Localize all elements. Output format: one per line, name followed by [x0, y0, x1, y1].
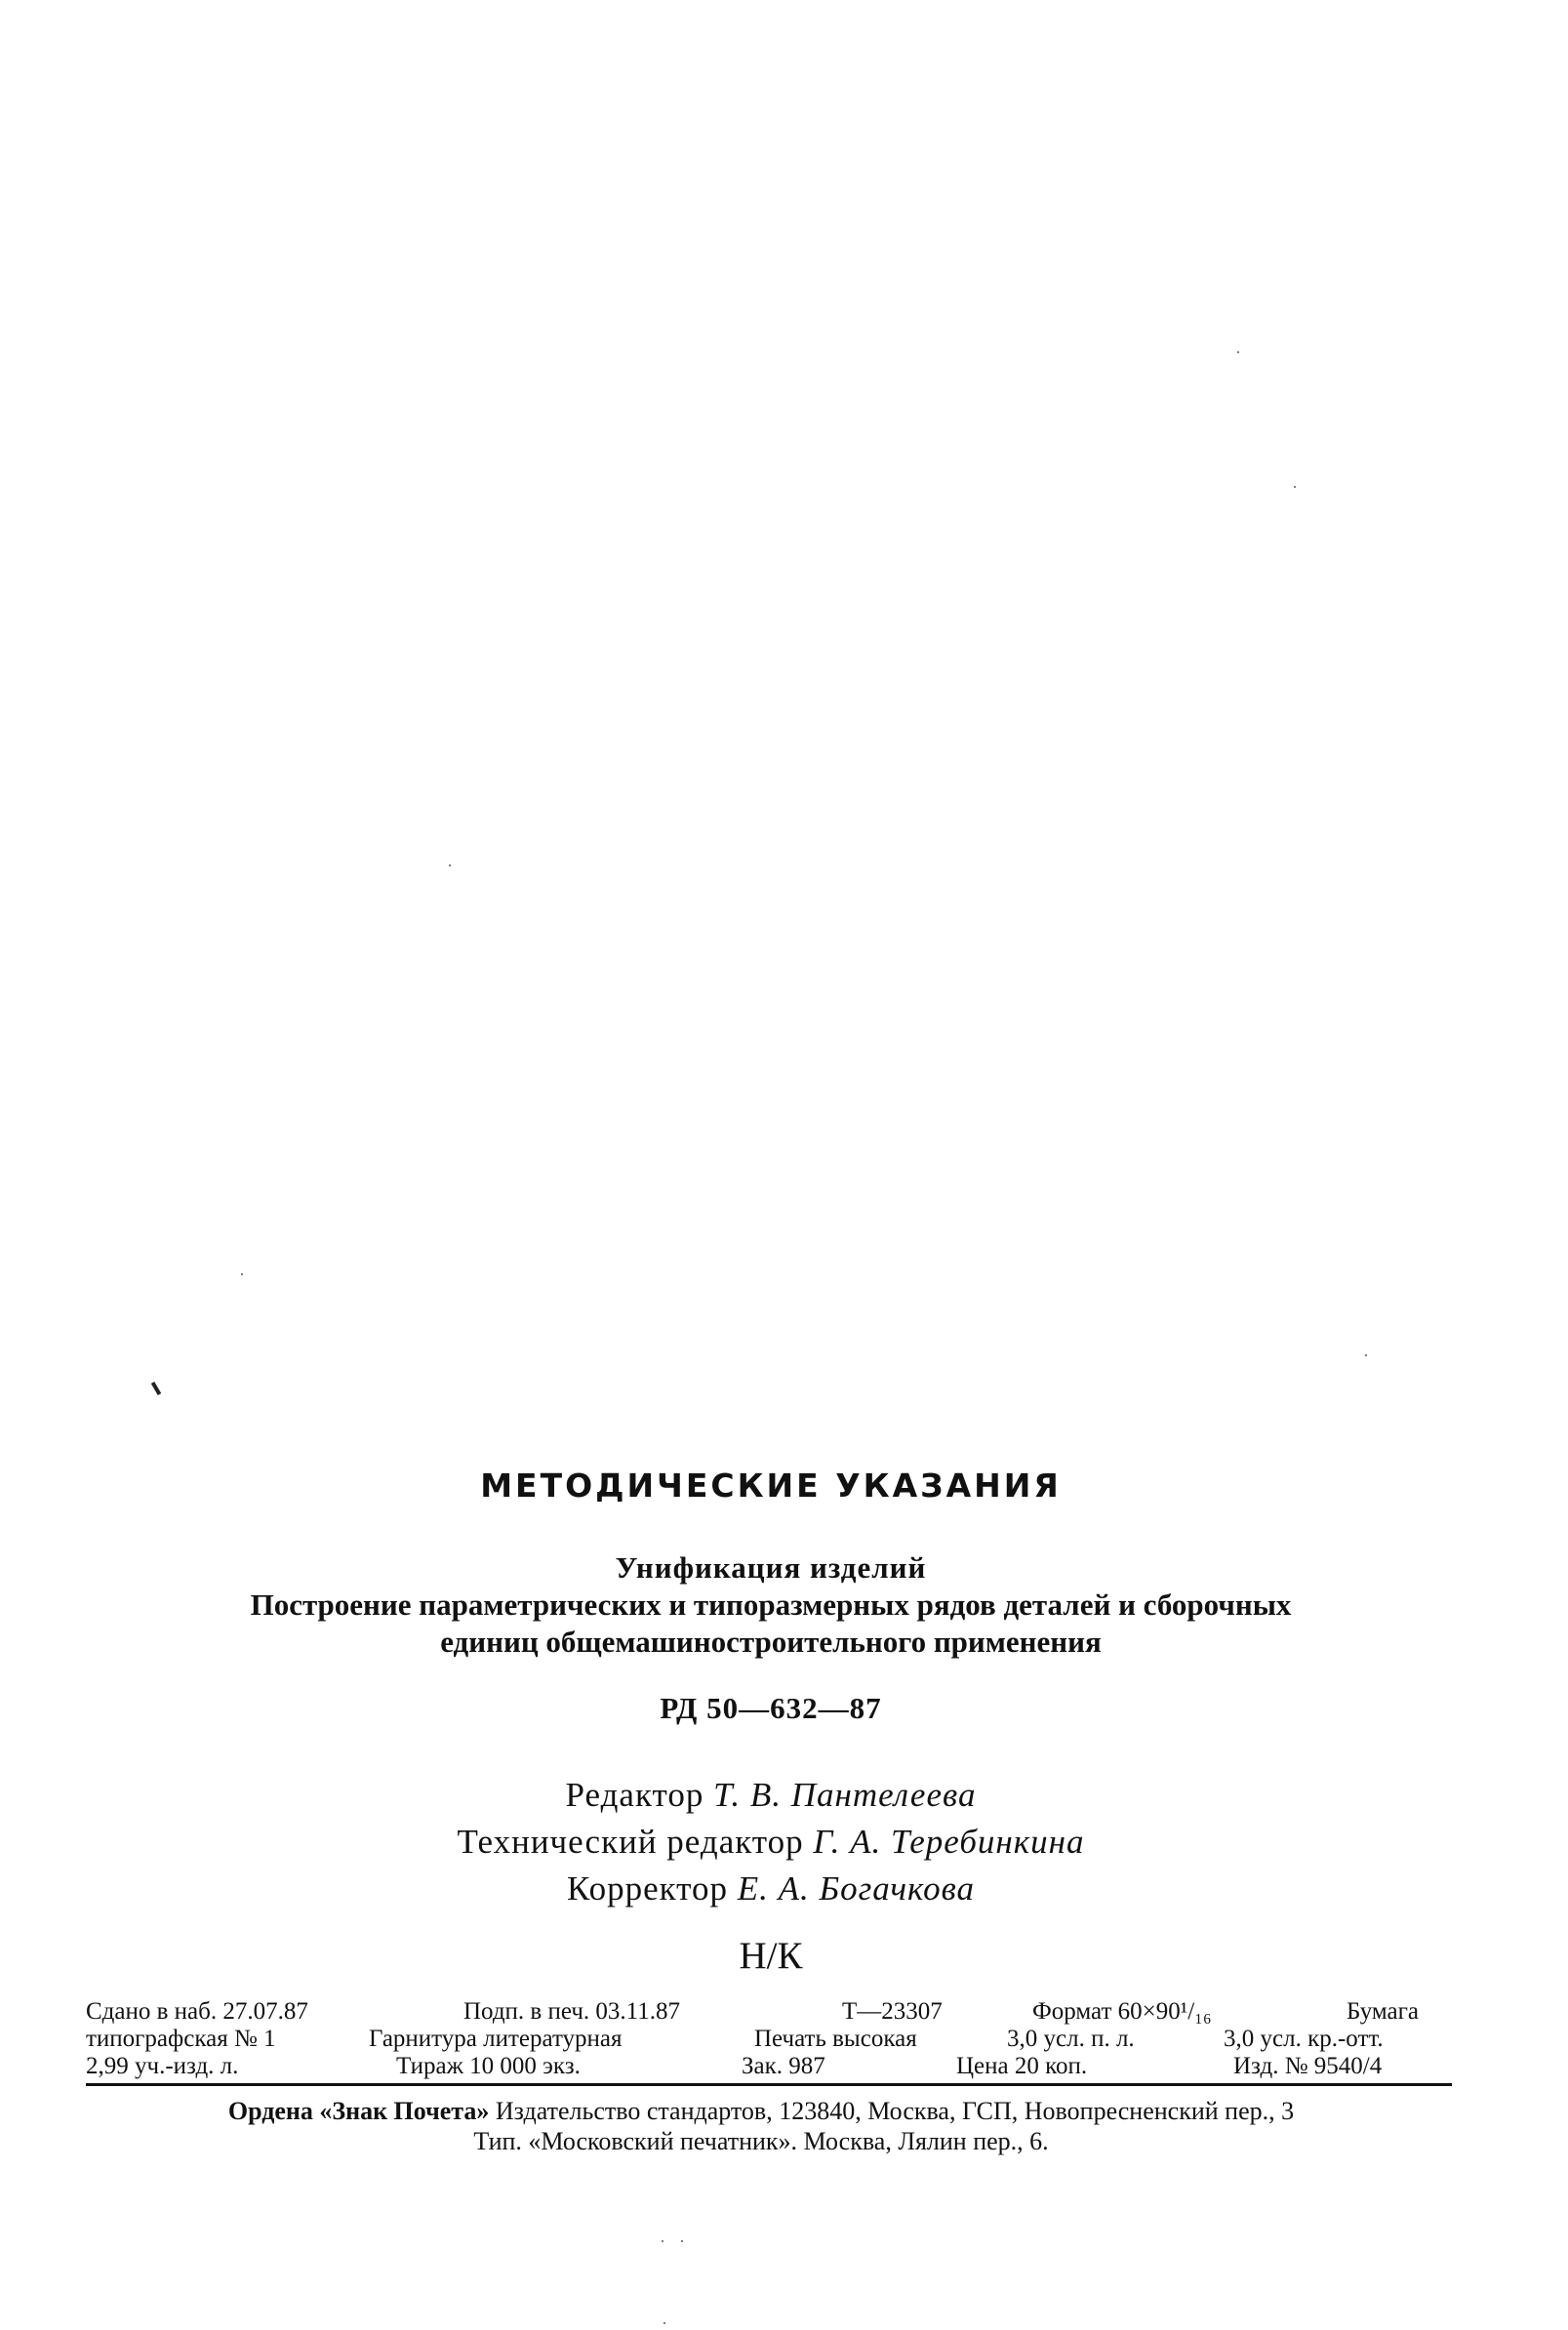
imprint-print: Печать высокая — [754, 2026, 917, 2052]
imprint-paper: Бумага — [1347, 1998, 1419, 2025]
document-number: РД 50—632—87 — [660, 1691, 882, 1725]
imprint-paper-type: типографская № 1 — [86, 2026, 276, 2052]
scan-speck — [681, 2240, 683, 2242]
imprint-typeface: Гарнитура литературная — [369, 2026, 623, 2052]
scan-speck — [449, 864, 451, 866]
imprint-format: Формат 60×90¹/₁₆ — [1032, 1998, 1212, 2025]
credit-role: Редактор — [565, 1776, 704, 1814]
subtitle-line-2: Построение параметрических и типоразмерных рядов деталей и сборочных — [250, 1587, 1292, 1622]
imprint-order: Зак. 987 — [742, 2053, 825, 2079]
imprint-circulation: Тираж 10 000 экз. — [396, 2053, 581, 2079]
credit-role: Технический редактор — [457, 1823, 804, 1861]
credit-editor — [117, 1776, 1425, 1815]
publisher-line-1 — [59, 2097, 1464, 2126]
credit-role: Корректор — [566, 1869, 728, 1908]
scan-speck — [241, 1273, 243, 1275]
imprint-row-1 — [86, 1998, 1452, 2026]
imprint-edition-sheets: 2,99 уч.-изд. л. — [86, 2053, 239, 2079]
scan-speck — [1365, 1354, 1367, 1356]
credit-person: Е. А. Богачкова — [737, 1869, 976, 1908]
scan-mark — [151, 1382, 161, 1395]
publisher-address: Издательство стандартов, 123840, Москва, ГСП, Новопресненский пер., 3 — [495, 2097, 1295, 2125]
document-heading: МЕТОДИЧЕСКИЕ УКАЗАНИЯ — [480, 1466, 1062, 1505]
scan-speck — [662, 2240, 663, 2242]
credit-person: Т. В. Пантелеева — [713, 1776, 977, 1814]
scan-speck — [1294, 486, 1296, 488]
imprint-price: Цена 20 коп. — [956, 2053, 1088, 2079]
imprint-submitted: Сдано в наб. 27.07.87 — [86, 1998, 308, 2025]
credit-person: Г. А. Теребинкина — [813, 1823, 1085, 1861]
publisher-line-2: Тип. «Московский печатник». Москва, Лялин пер., 6. — [473, 2127, 1049, 2155]
imprint-divider — [86, 2083, 1452, 2086]
imprint-row-3 — [86, 2053, 1452, 2080]
credit-technical-editor — [117, 1823, 1425, 1862]
credit-proofreader — [117, 1869, 1425, 1908]
subtitle-line-3: единиц общемашиностроительного применения — [440, 1625, 1102, 1659]
imprint-row-2 — [86, 2026, 1452, 2053]
imprint-sheets: 3,0 усл. п. л. — [1007, 2026, 1135, 2052]
imprint-proofs: 3,0 усл. кр.-отт. — [1224, 2026, 1384, 2052]
subtitle-line-1: Унификация изделий — [615, 1550, 927, 1585]
scan-speck — [663, 2322, 665, 2324]
imprint-signed: Подп. в печ. 03.11.87 — [463, 1998, 680, 2025]
scan-speck — [1237, 351, 1239, 353]
nk-mark: Н/К — [739, 1935, 803, 1977]
imprint-code: Т—23307 — [842, 1998, 943, 2025]
publisher-order: Ордена «Знак Почета» — [227, 2097, 490, 2125]
imprint-publication-number: Изд. № 9540/4 — [1233, 2053, 1383, 2079]
